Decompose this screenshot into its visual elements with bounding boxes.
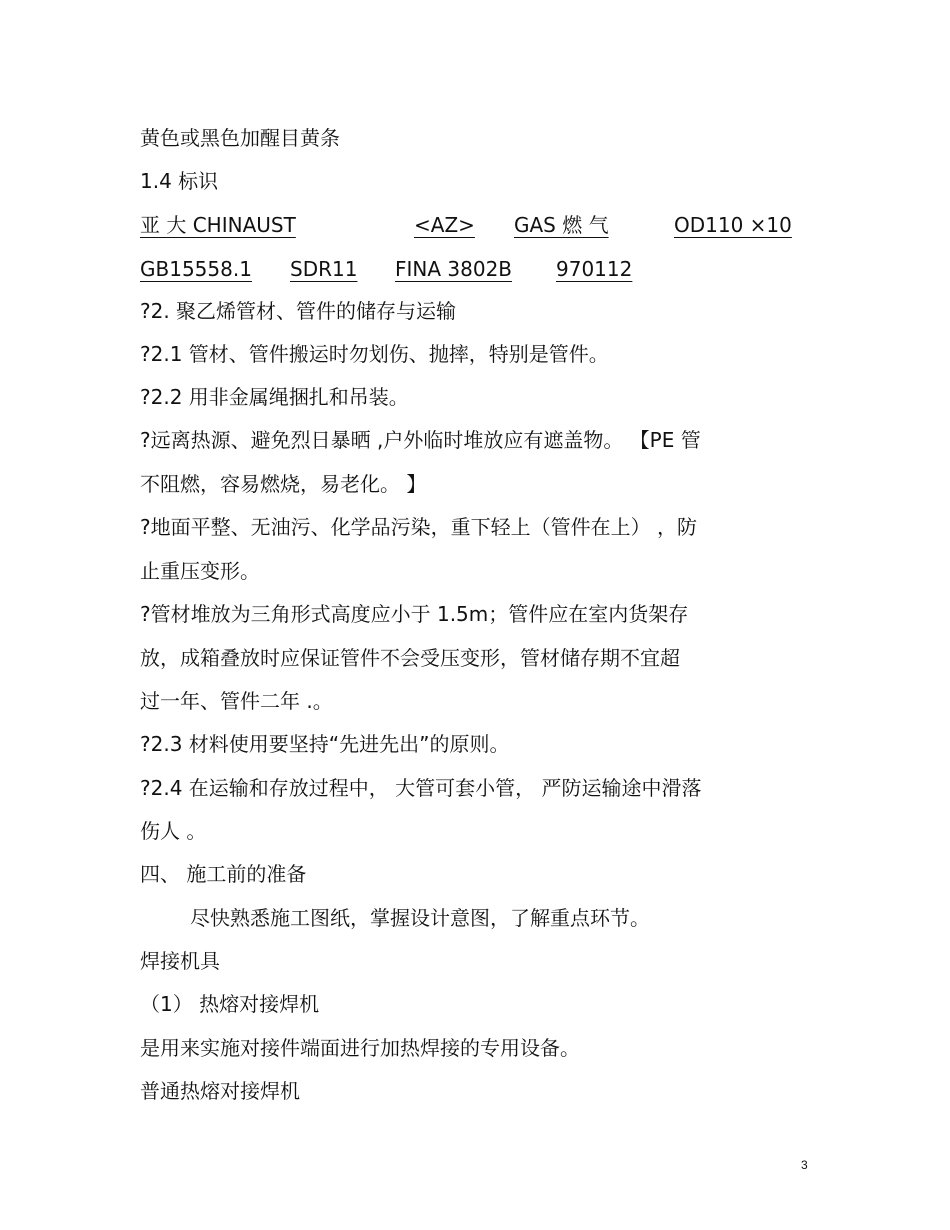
page-number: 3 (801, 1158, 808, 1172)
section-heading: 1.4 标识 (140, 169, 219, 193)
text-line: ?2.1 管材、管件搬运时勿划伤、抛摔，特别是管件。 (140, 342, 609, 366)
section-heading: 四、 施工前的准备 (140, 862, 307, 886)
text-line: 黄色或黑色加醒目黄条 (140, 126, 340, 150)
marking-field: 970112 (556, 257, 633, 281)
marking-field: 亚 大 CHINAUST (140, 213, 296, 237)
marking-field: <AZ> (414, 213, 475, 237)
section-heading: ?2. 聚乙烯管材、管件的储存与运输 (140, 299, 457, 323)
text-line: 过一年、管件二年 .。 (140, 689, 333, 713)
marking-field: OD110 ×10 (674, 213, 792, 237)
text-line: ?地面平整、无油污、化学品污染，重下轻上（管件在上） ，防 (140, 515, 697, 539)
text-line: 是用来实施对接件端面进行加热焊接的专用设备。 (140, 1036, 580, 1060)
text-line: ?2.2 用非金属绳捆扎和吊装。 (140, 385, 409, 409)
text-line: 放，成箱叠放时应保证管件不会受压变形，管材储存期不宜超 (140, 646, 680, 670)
text-line: ?远离热源、避免烈日暴晒 ,户外临时堆放应有遮盖物。 【PE 管 (140, 428, 701, 452)
text-line: 不阻燃，容易燃烧，易老化。 】 (140, 472, 427, 496)
text-line: （1） 热熔对接焊机 (140, 992, 320, 1016)
marking-field: GAS 燃 气 (514, 213, 609, 237)
text-line: 伤人 。 (140, 819, 207, 843)
text-line: ?2.4 在运输和存放过程中， 大管可套小管， 严防运输途中滑落 (140, 776, 702, 800)
text-line: ?管材堆放为三角形式高度应小于 1.5m；管件应在室内货架存 (140, 602, 689, 626)
text-line: ?2.3 材料使用要坚持“先进先出”的原则。 (140, 732, 510, 756)
text-line: 尽快熟悉施工图纸，掌握设计意图，了解重点环节。 (190, 906, 650, 930)
marking-field: SDR11 (290, 257, 358, 281)
text-line: 止重压变形。 (140, 559, 260, 583)
marking-field: FINA 3802B (395, 257, 513, 281)
section-heading: 焊接机具 (140, 949, 220, 973)
text-line: 普通热熔对接焊机 (140, 1079, 300, 1103)
marking-field: GB15558.1 (140, 257, 252, 281)
